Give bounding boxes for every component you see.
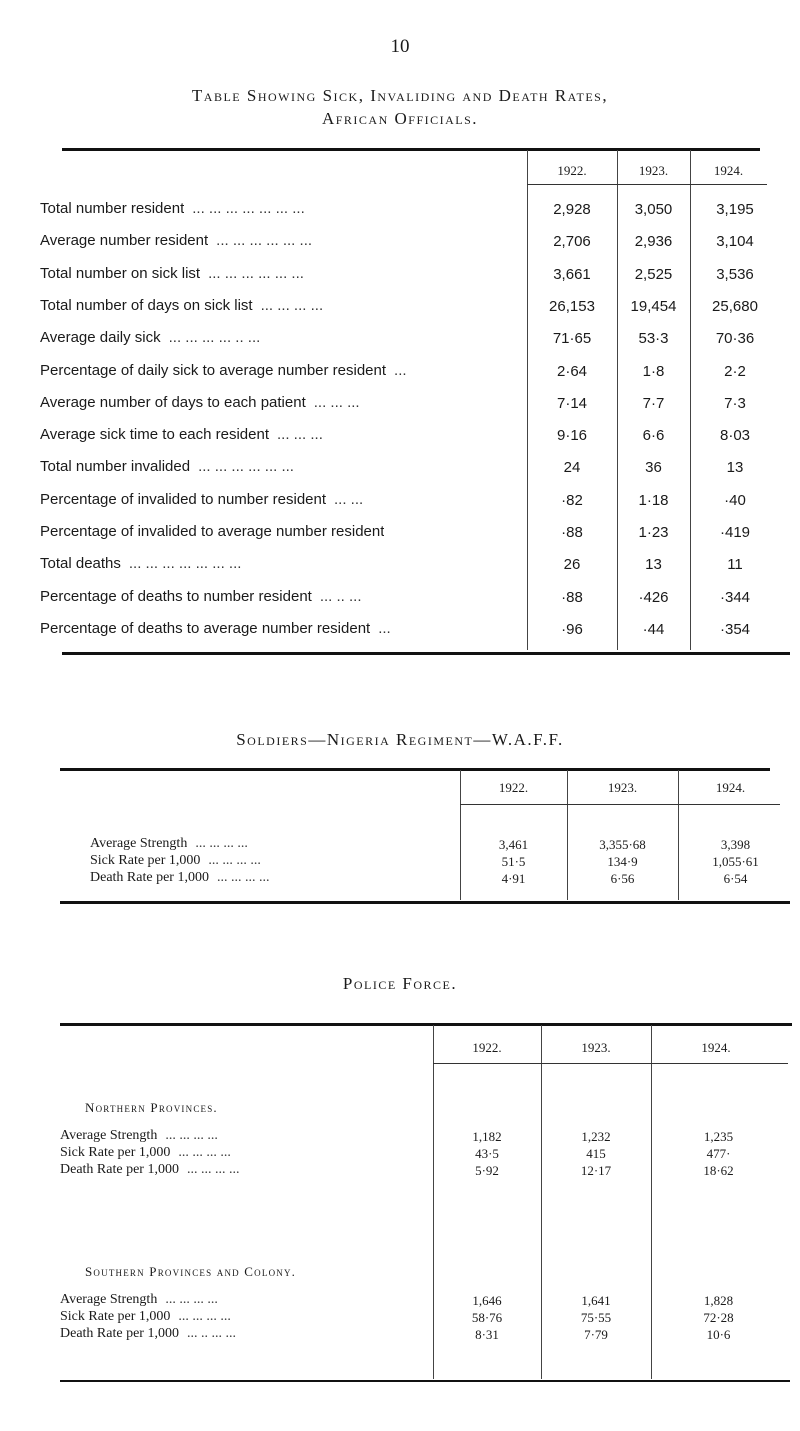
table-row	[90, 836, 450, 852]
table-row	[40, 491, 524, 508]
cell-value: 415	[586, 1146, 606, 1161]
leader-dots: ... ... ... ... ... ...	[208, 264, 304, 282]
cell-value: 7·79	[584, 1327, 608, 1342]
leader-dots: ... .. ... ...	[186, 1326, 236, 1341]
row-label: Average Strength	[60, 1128, 158, 1143]
table-row	[40, 458, 524, 475]
column-header-1922: 1922.	[498, 780, 529, 795]
soldiers-title: Soldiers—Nigeria Regiment—W.A.F.F.	[236, 730, 564, 749]
cell-value: 13	[645, 556, 662, 574]
column-header-1923: 1923.	[638, 163, 669, 178]
leader-dots: ... ...	[334, 490, 364, 508]
cell-value: 477·	[706, 1146, 731, 1161]
leader-dots: ... ... ... ...	[260, 296, 324, 314]
cell-value: 72·28	[703, 1310, 734, 1325]
row-label: Average number resident	[40, 232, 209, 250]
leader-dots: ... .. ...	[319, 587, 362, 605]
cell-value: 3,355·68	[599, 837, 646, 852]
leader-dots: ... ... ... ...	[216, 870, 270, 885]
cell-value: 1,641	[581, 1293, 611, 1308]
row-label: Percentage of invalided to average number resident	[40, 523, 385, 540]
cell-value: 71·65	[552, 330, 592, 348]
section-heading-northern: Northern Provinces.	[85, 1100, 218, 1115]
leader-dots: ... ... ...	[313, 393, 360, 411]
cell-value: 3,195	[716, 201, 754, 218]
table-row	[60, 1326, 430, 1342]
cell-value: 8·03	[719, 427, 751, 445]
column-header-1924: 1924.	[713, 163, 744, 178]
cell-value: 58·76	[471, 1310, 503, 1325]
cell-value: 1,055·61	[712, 854, 759, 869]
table-row	[60, 1309, 430, 1325]
row-label: Percentage of deaths to number resident	[40, 587, 312, 605]
cell-value: 1·18	[638, 491, 669, 509]
page-title: Table Showing Sick, Invaliding and Death Rates,	[191, 86, 609, 105]
row-label: Total number of days on sick list	[40, 296, 253, 314]
row-label: Average Strength	[90, 836, 188, 851]
column-header-1924: 1924.	[701, 1040, 731, 1055]
row-label: Sick Rate per 1,000	[60, 1309, 171, 1324]
cell-value: ·88	[561, 588, 583, 606]
header-rule	[527, 184, 767, 185]
table-row	[40, 620, 524, 637]
column-header-1923: 1923.	[607, 780, 638, 795]
row-label: Death Rate per 1,000	[60, 1326, 179, 1341]
table-row	[40, 555, 524, 572]
leader-dots: ... ... ... ... ... ... ...	[128, 555, 242, 573]
cell-value: 7·7	[642, 394, 665, 412]
cell-value: 3,461	[498, 837, 529, 852]
row-label: Percentage of invalided to number resident	[40, 490, 327, 508]
cell-value: ·426	[638, 588, 669, 606]
cell-value: 3,050	[634, 201, 673, 218]
header-rule	[433, 1063, 788, 1064]
row-label: Sick Rate per 1,000	[90, 853, 201, 868]
row-label: Average sick time to each resident	[40, 426, 270, 444]
cell-value: ·44	[642, 620, 665, 638]
row-label: Total number invalided	[40, 458, 191, 476]
row-label: Total deaths	[40, 555, 121, 573]
table-row	[40, 394, 524, 411]
leader-dots: ... ... ... ... ... ... ...	[192, 200, 305, 217]
cell-value: 24	[563, 459, 581, 477]
cell-value: 2,936	[634, 233, 673, 251]
cell-value: 19,454	[630, 297, 677, 315]
cell-value: 51·5	[501, 854, 526, 869]
table-row	[40, 232, 524, 249]
cell-value: 6·6	[642, 427, 665, 445]
row-label: Percentage of daily sick to average number resident	[40, 361, 387, 379]
header-rule	[460, 804, 780, 805]
leader-dots: ... ... ... ...	[195, 836, 248, 851]
row-label: Death Rate per 1,000	[90, 870, 209, 885]
leader-dots: ... ... ... ... .. ...	[168, 329, 261, 347]
column-header-1923: 1923.	[581, 1040, 611, 1055]
column-header-1922: 1922.	[472, 1040, 502, 1055]
leader-dots: ...	[394, 361, 407, 379]
cell-value: ·88	[561, 524, 583, 541]
cell-value: 2,525	[634, 265, 673, 283]
table-top-rule	[60, 768, 770, 771]
cell-value: ·419	[719, 524, 751, 541]
cell-value: 1,646	[472, 1293, 502, 1308]
cell-value: 3,536	[716, 265, 754, 283]
cell-value: 75·55	[580, 1310, 612, 1325]
row-label: Average Strength	[60, 1292, 158, 1307]
table-bottom-rule	[60, 1380, 790, 1382]
cell-value: 9·16	[556, 427, 588, 445]
leader-dots: ... ... ... ...	[208, 853, 261, 868]
cell-value: 70·36	[715, 330, 755, 348]
table-row	[40, 297, 524, 314]
leader-dots: ... ... ... ... ... ...	[198, 458, 294, 476]
cell-value: 4·91	[501, 871, 526, 886]
cell-value: 134·9	[607, 854, 638, 869]
section-heading-southern: Southern Provinces and Colony.	[85, 1264, 297, 1279]
cell-value: ·82	[561, 491, 583, 509]
row-label: Average number of days to each patient	[40, 393, 306, 411]
row-label: Average daily sick	[40, 329, 161, 347]
cell-value: 43·5	[475, 1146, 499, 1161]
cell-value: 7·14	[556, 394, 588, 412]
cell-value: 3,104	[716, 233, 754, 251]
table-row	[60, 1162, 430, 1178]
cell-value: 1·8	[642, 362, 665, 380]
column-header-1922: 1922.	[557, 163, 587, 178]
leader-dots: ... ... ...	[277, 426, 323, 444]
cell-value: 1,828	[703, 1293, 734, 1308]
cell-value: 1·23	[638, 524, 669, 541]
table-row	[40, 200, 524, 217]
page-subtitle: African Officials.	[321, 109, 479, 128]
cell-value: 3,661	[553, 265, 591, 283]
row-label: Percentage of deaths to average number resident	[40, 619, 371, 637]
cell-value: 26,153	[549, 297, 595, 315]
row-label: Total number on sick list	[40, 264, 201, 282]
cell-value: 53·3	[638, 330, 669, 348]
leader-dots: ... ... ... ...	[165, 1128, 218, 1143]
leader-dots: ... ... ... ...	[186, 1162, 240, 1177]
table-row	[40, 523, 524, 540]
table-row	[60, 1128, 430, 1144]
cell-value: 25,680	[712, 297, 758, 315]
table-top-rule	[62, 148, 760, 151]
table-row	[40, 588, 524, 605]
cell-value: ·40	[724, 491, 746, 509]
table-row	[40, 426, 524, 443]
cell-value: 8·31	[475, 1327, 499, 1342]
table-row	[60, 1145, 430, 1161]
cell-value: 7·3	[724, 394, 746, 412]
table-row	[60, 1292, 430, 1308]
table-row	[40, 362, 524, 379]
cell-value: 2,706	[553, 233, 591, 251]
table-bottom-rule	[60, 901, 790, 904]
cell-value: 2·64	[556, 362, 588, 380]
cell-value: 13	[726, 459, 744, 477]
page-number: 10	[390, 36, 410, 57]
cell-value: ·354	[719, 620, 751, 638]
cell-value: 2,928	[553, 201, 591, 218]
column-header-1924: 1924.	[715, 780, 746, 795]
cell-value: 1,235	[703, 1129, 734, 1144]
cell-value: 5·92	[475, 1163, 499, 1178]
leader-dots: ... ... ... ... ... ...	[216, 232, 313, 250]
leader-dots: ... ... ... ...	[165, 1292, 218, 1307]
cell-value: 1,232	[581, 1129, 611, 1144]
cell-value: 2·2	[724, 362, 746, 380]
leader-dots: ...	[378, 619, 391, 637]
cell-value: ·96	[561, 620, 583, 638]
cell-value: 3,398	[720, 837, 751, 852]
table-row	[40, 329, 524, 346]
police-title: Police Force.	[342, 974, 458, 993]
table-bottom-rule	[62, 652, 790, 655]
cell-value: 1,182	[472, 1129, 502, 1144]
row-label: Sick Rate per 1,000	[60, 1145, 171, 1160]
cell-value: 12·17	[580, 1163, 612, 1178]
cell-value: ·344	[719, 588, 751, 606]
table-top-rule	[60, 1023, 792, 1026]
table-row	[40, 265, 524, 282]
leader-dots: ... ... ... ...	[178, 1309, 231, 1324]
cell-value: 6·54	[723, 871, 748, 886]
row-label: Death Rate per 1,000	[60, 1162, 179, 1177]
table-row	[90, 870, 450, 886]
cell-value: 36	[645, 459, 662, 477]
cell-value: 26	[563, 556, 581, 574]
table-row	[90, 853, 450, 869]
row-label: Total number resident	[40, 200, 185, 217]
cell-value: 6·56	[610, 871, 635, 886]
cell-value: 10·6	[706, 1327, 731, 1342]
cell-value: 18·62	[703, 1163, 734, 1178]
leader-dots: ... ... ... ...	[178, 1145, 231, 1160]
cell-value: 11	[727, 556, 743, 574]
